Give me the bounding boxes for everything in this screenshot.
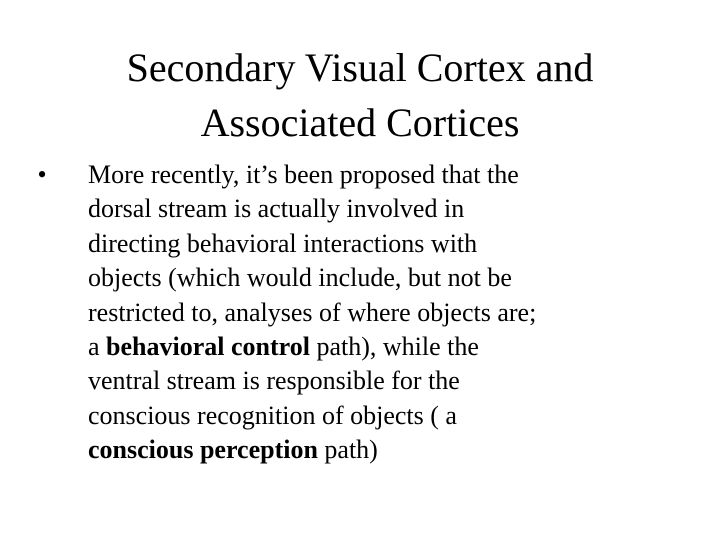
slide-title-line-1: Secondary Visual Cortex and bbox=[126, 45, 594, 90]
bullet-line-4: objects (which would include, but not be bbox=[88, 263, 512, 293]
bullet-line-6-post: path), while the bbox=[309, 332, 479, 362]
bullet-list bbox=[30, 158, 650, 468]
slide-title bbox=[60, 40, 660, 150]
bullet-line-9-post: path) bbox=[317, 435, 378, 465]
bullet-line-2: dorsal stream is actually involved in bbox=[88, 194, 465, 224]
bullet-line-6 bbox=[88, 330, 650, 364]
bullet-line-8: conscious recognition of objects ( a bbox=[88, 400, 457, 430]
bold-term-conscious-perception: conscious perception bbox=[88, 435, 318, 465]
bullet-line-1: More recently, it’s been proposed that the bbox=[88, 160, 519, 189]
bullet-line-5: restricted to, analyses of where objects are; bbox=[88, 297, 537, 327]
bold-term-behavioral-control: behavioral control bbox=[106, 332, 310, 362]
bullet-line-6-pre: a bbox=[88, 332, 107, 362]
bullet-line-3: directing behavioral interactions with bbox=[88, 228, 478, 258]
bullet-line-7: ventral stream is responsible for the bbox=[88, 366, 460, 396]
bullet-line-9 bbox=[88, 433, 650, 467]
bullet-item bbox=[30, 158, 650, 468]
slide-title-line-2: Associated Cortices bbox=[200, 100, 520, 145]
bullet-icon: • bbox=[37, 160, 47, 189]
